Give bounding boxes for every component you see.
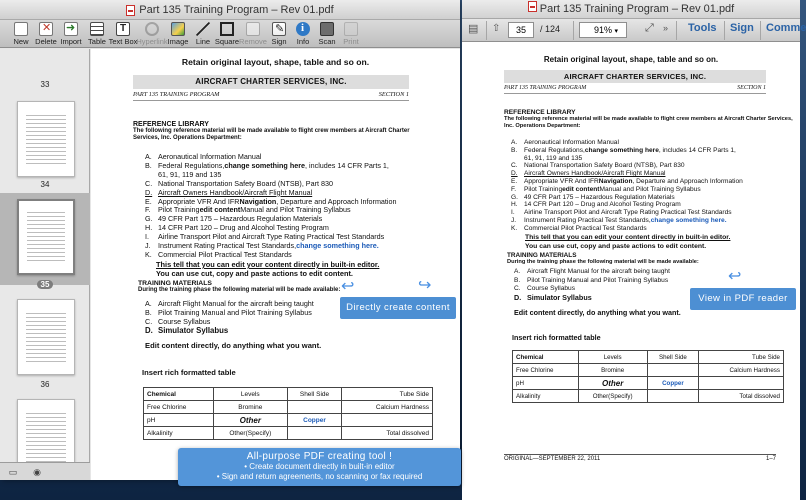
toolbar-label: Line	[195, 37, 211, 46]
toolbar-label: New	[13, 37, 29, 46]
promo-title: All-purpose PDF creating tool !	[246, 451, 393, 462]
table-row	[144, 414, 433, 427]
curl-arrow-icon: ↪	[418, 277, 432, 294]
toolbar-label: Delete	[35, 37, 57, 46]
thumbnail-label: 36	[40, 380, 50, 389]
toolbar-separator	[760, 21, 761, 40]
editor-toolbar	[0, 20, 460, 48]
reference-list-item: D. Aircraft Owners Handbook/Aircraft Flight Manual	[145, 187, 313, 197]
table-cell: Total dissolved	[342, 427, 433, 440]
training-list-item: B. Pilot Training Manual and Pilot Training Syllabus	[145, 308, 312, 317]
table-row	[144, 401, 433, 414]
section-label: SECTION 1	[378, 91, 409, 98]
zoom-select[interactable]: 91% ▾	[579, 22, 627, 38]
table-cell: Calcium Hardness	[342, 401, 433, 414]
table-cell: Other	[213, 414, 287, 427]
reference-heading: REFERENCE LIBRARY	[133, 121, 209, 128]
reader-section-row: PART 135 TRAINING PROGRAM SECTION 1	[504, 83, 766, 94]
table-row	[513, 351, 784, 364]
promo-line-1: • Create document directly in built-in editor	[244, 462, 395, 471]
program-name: PART 135 TRAINING PROGRAM	[133, 91, 220, 98]
table-cell: Copper	[647, 377, 698, 390]
footer-date: ORIGINAL—SEPTEMBER 22, 2011	[504, 456, 601, 462]
training-heading: TRAINING MATERIALS	[138, 280, 212, 287]
reference-list-item: H. 14 CFR Part 120 – Drug and Alcohol Testing Program	[511, 201, 681, 209]
table-cell	[647, 364, 698, 377]
table-cell: Chemical	[144, 388, 214, 401]
toolbar-separator	[724, 21, 725, 40]
toolbar-label: Import	[60, 37, 82, 46]
table-cell: Other(Specify)	[213, 427, 287, 440]
scan-icon	[320, 22, 334, 36]
reference-list-item: I. Airline Transport Pilot and Aircraft Type Rating Practical Test Standards	[511, 209, 732, 217]
import-icon	[64, 22, 78, 36]
edit-directly-line: Edit content directly, do anything what you want.	[145, 341, 322, 350]
table-cell: pH	[513, 377, 579, 390]
toolbar-separator	[573, 21, 574, 40]
reader-toolbar	[462, 19, 806, 42]
reader-company-header: AIRCRAFT CHARTER SERVICES, INC.	[504, 70, 766, 83]
training-list-item: A. Aircraft Flight Manual for the aircraft being taught	[514, 268, 670, 275]
page-total: / 124	[540, 24, 561, 34]
view-reader-callout: View in PDF reader	[690, 288, 796, 310]
toolbar-label: Scan	[318, 37, 336, 46]
table-cell	[287, 401, 342, 414]
training-list-item: C. Course Syllabus	[514, 285, 576, 293]
editor-titlebar	[0, 0, 460, 20]
training-list-item: B. Pilot Training Manual and Pilot Training Syllabus	[514, 276, 669, 284]
reader-training-list	[514, 268, 714, 302]
reader-title: Part 135 Training Program – Rev 01.pdf	[539, 3, 735, 15]
create-content-callout: Directly create content	[340, 297, 456, 319]
table-row	[513, 377, 784, 390]
thumbnail-label-selected: 35	[0, 280, 90, 289]
reference-list-item: J. Instrument Rating Practical Test Standards, change something here.	[145, 241, 379, 251]
reference-list-item: G. 49 CFR Part 175 – Hazardous Regulation Materials	[511, 193, 675, 201]
tools-button[interactable]: Tools	[688, 22, 717, 34]
print-icon	[344, 22, 358, 36]
table-row	[144, 427, 433, 440]
sidebar-toggle-icon[interactable]: ▤	[468, 23, 479, 35]
reference-intro: The following reference material will be made available to flight crew members at Aircraft Charter Services, Inc. Operations Department:	[133, 128, 410, 141]
square-icon	[220, 22, 234, 36]
edit-notice-1: This tell that you can edit your content directly in built-in editor.	[156, 260, 380, 269]
reference-list-item: A. Aeronautical Information Manual	[145, 152, 262, 161]
chevron-down-icon: ▾	[614, 28, 619, 35]
reference-list-item: C. National Transportation Safety Board (NTSB), Part 830	[145, 178, 333, 188]
textbox-icon	[116, 22, 130, 36]
reader-window	[462, 0, 806, 500]
toolbar-label: Remove	[239, 37, 267, 46]
reference-list-item: B. Federal Regulations, change something here , includes 14 CFR Parts 1,	[145, 160, 389, 170]
reader-edit-notice-2: You can use cut, copy and paste actions to edit content.	[525, 243, 707, 250]
training-intro: During the training phase the following material will be made available:	[138, 287, 341, 293]
table-cell: Levels	[578, 351, 647, 364]
promo-banner	[178, 448, 461, 486]
training-list-item: A. Aircraft Flight Manual for the aircraft being taught	[145, 299, 314, 308]
sidebar-grid-icon[interactable]: ▭	[8, 467, 18, 477]
section-row	[133, 89, 409, 101]
pdf-file-icon	[528, 1, 537, 12]
page-thumbnail-35[interactable]	[17, 199, 75, 275]
reader-training-heading: TRAINING MATERIALS	[507, 252, 577, 259]
reader-page[interactable]	[462, 43, 800, 500]
page-thumbnail-34[interactable]	[17, 101, 75, 177]
hyperlink-icon	[145, 22, 159, 36]
promo-line-2: • Sign and return agreements, no scanning or fax required	[216, 472, 423, 481]
training-list-item: D. Simulator Syllabus	[514, 292, 592, 302]
table-row	[513, 364, 784, 377]
table-cell: Tube Side	[699, 351, 784, 364]
info-icon	[296, 22, 310, 36]
toolbar-label: Sign	[271, 37, 287, 46]
reference-list	[145, 153, 460, 260]
toolbar-separator	[486, 21, 487, 40]
expand-icon[interactable]: ⤢	[645, 22, 654, 34]
table-caption: Insert rich formatted table	[142, 368, 236, 377]
table-cell: pH	[144, 414, 214, 427]
reader-titlebar	[462, 0, 800, 19]
reader-table-caption: Insert rich formatted table	[512, 333, 601, 342]
reader-training-intro: During the training phase the following material will be made available:	[507, 259, 699, 265]
reader-edit-notice-1: This tell that you can edit your content directly in built-in editor.	[525, 234, 731, 241]
table-icon	[90, 22, 104, 36]
curl-arrow-icon: ↩	[728, 268, 742, 285]
reference-list-item: K. Commercial Pilot Practical Test Standards	[145, 249, 292, 259]
comment-button[interactable]: Comme	[766, 22, 806, 34]
table-cell: Free Chlorine	[513, 364, 579, 377]
table-cell: Shell Side	[647, 351, 698, 364]
table-cell: Other	[578, 377, 647, 390]
table-cell: Alkalinity	[513, 390, 579, 403]
table-cell: Bromine	[213, 401, 287, 414]
table-cell: Chemical	[513, 351, 579, 364]
training-list	[145, 299, 365, 335]
sidebar-view-icon[interactable]: ◉	[33, 467, 41, 477]
reference-list-item: F. Pilot Training edit content Manual and Pilot Training Syllabus	[145, 205, 351, 215]
sign-button[interactable]: Sign	[730, 22, 754, 34]
page-tagline: Retain original layout, shape, table and so on.	[181, 57, 370, 67]
reference-list-item: D. Aircraft Owners Handbook/Aircraft Flight Manual	[511, 170, 666, 178]
reader-tagline: Retain original layout, shape, table and so on.	[543, 55, 719, 64]
sign-icon	[272, 22, 286, 36]
reference-list-item: K. Commercial Pilot Practical Test Standards	[511, 224, 647, 232]
print-button[interactable]	[338, 21, 364, 46]
toolbar-label: Info	[296, 37, 310, 46]
thumbnail-sidebar[interactable]	[0, 49, 90, 462]
table-cell: Bromine	[578, 364, 647, 377]
sidebar-bottom-bar	[0, 462, 90, 480]
toolbar-label: Table	[88, 37, 106, 46]
reader-page-footer	[504, 454, 776, 462]
remove-icon	[246, 22, 260, 36]
reference-list-item: 61, 91, 119 and 135	[524, 154, 583, 162]
thumbnail-label: 34	[40, 180, 50, 189]
page-number-input[interactable]: 35	[508, 22, 534, 38]
reference-list-item: J. Instrument Rating Practical Test Standards, change something here.	[511, 216, 727, 224]
reader-reference-heading: REFERENCE LIBRARY	[504, 109, 576, 116]
table-cell	[647, 390, 698, 403]
table-cell: Tube Side	[342, 388, 433, 401]
pdf-file-icon	[126, 5, 135, 16]
table-cell: Calcium Hardness	[699, 364, 784, 377]
chemical-table[interactable]	[143, 387, 433, 440]
image-icon	[171, 22, 185, 36]
edit-notice-2: You can use cut, copy and paste actions to edit content.	[156, 269, 353, 279]
page-thumbnail-36[interactable]	[17, 299, 75, 375]
table-cell	[699, 377, 784, 390]
line-icon	[196, 22, 210, 36]
page-up-icon[interactable]: ⇧	[492, 23, 501, 34]
editor-title: Part 135 Training Program – Rev 01.pdf	[139, 4, 334, 16]
reference-list-item: A. Aeronautical Information Manual	[511, 139, 619, 146]
table-cell: Other(Specify)	[578, 390, 647, 403]
reference-list-item: H. 14 CFR Part 120 – Drug and Alcohol Testing Program	[145, 223, 329, 233]
toolbar-label: Print	[343, 37, 359, 46]
footer-page-number: 1–7	[765, 456, 776, 462]
table-cell: Free Chlorine	[144, 401, 214, 414]
reader-edit-line: Edit content directly, do anything what you want.	[514, 308, 681, 317]
reference-list-item: F. Pilot Training edit content Manual and Pilot Training Syllabus	[511, 185, 701, 193]
reference-list-item: G. 49 CFR Part 175 – Hazardous Regulation Materials	[145, 214, 323, 224]
table-cell: Total dissolved	[699, 390, 784, 403]
reference-list-item: 61, 91, 119 and 135	[158, 169, 222, 179]
curl-arrow-icon: ↩	[341, 278, 355, 295]
thumbnail-label: 33	[40, 80, 50, 89]
table-cell: Levels	[213, 388, 287, 401]
reference-list-item: I. Airline Transport Pilot and Aircraft Type Rating Practical Test Standards	[145, 232, 385, 242]
reader-reference-list	[511, 139, 800, 233]
toolbar-separator	[676, 21, 677, 40]
reader-reference-intro: The following reference material will be made available to flight crew members at Aircraft Charter Services, Inc. Operations Department:	[504, 116, 793, 129]
training-list-item: C. Course Syllabus	[145, 317, 211, 326]
reference-list-item: E. Appropriate VFR And IFR Navigation , Departure and Approach Information	[511, 177, 743, 185]
toolbar-label: Hyperlink	[136, 37, 168, 46]
reference-list-item: B. Federal Regulations, change something here , includes 14 CFR Parts 1,	[511, 146, 736, 154]
table-row	[513, 390, 784, 403]
new-icon	[14, 22, 28, 36]
table-cell	[287, 427, 342, 440]
table-cell: Alkalinity	[144, 427, 214, 440]
training-list-item: D. Simulator Syllabus	[145, 326, 229, 335]
table-cell: Copper	[287, 414, 342, 427]
toolbar-overflow-icon[interactable]: »	[663, 23, 669, 33]
delete-icon	[39, 22, 53, 36]
reference-list-item: E. Appropriate VFR And IFR Navigation , Departure and Approach Information	[145, 196, 397, 206]
table-row	[144, 388, 433, 401]
table-cell: Shell Side	[287, 388, 342, 401]
toolbar-label: Square	[214, 37, 240, 46]
table-cell	[342, 414, 433, 427]
company-header: AIRCRAFT CHARTER SERVICES, INC.	[133, 75, 409, 89]
toolbar-label: Text Box	[108, 37, 138, 46]
reference-list-item: C. National Transportation Safety Board (NTSB), Part 830	[511, 162, 685, 170]
editor-page[interactable]	[91, 49, 460, 480]
reader-chemical-table	[512, 350, 784, 403]
toolbar-label: Image	[167, 37, 189, 46]
